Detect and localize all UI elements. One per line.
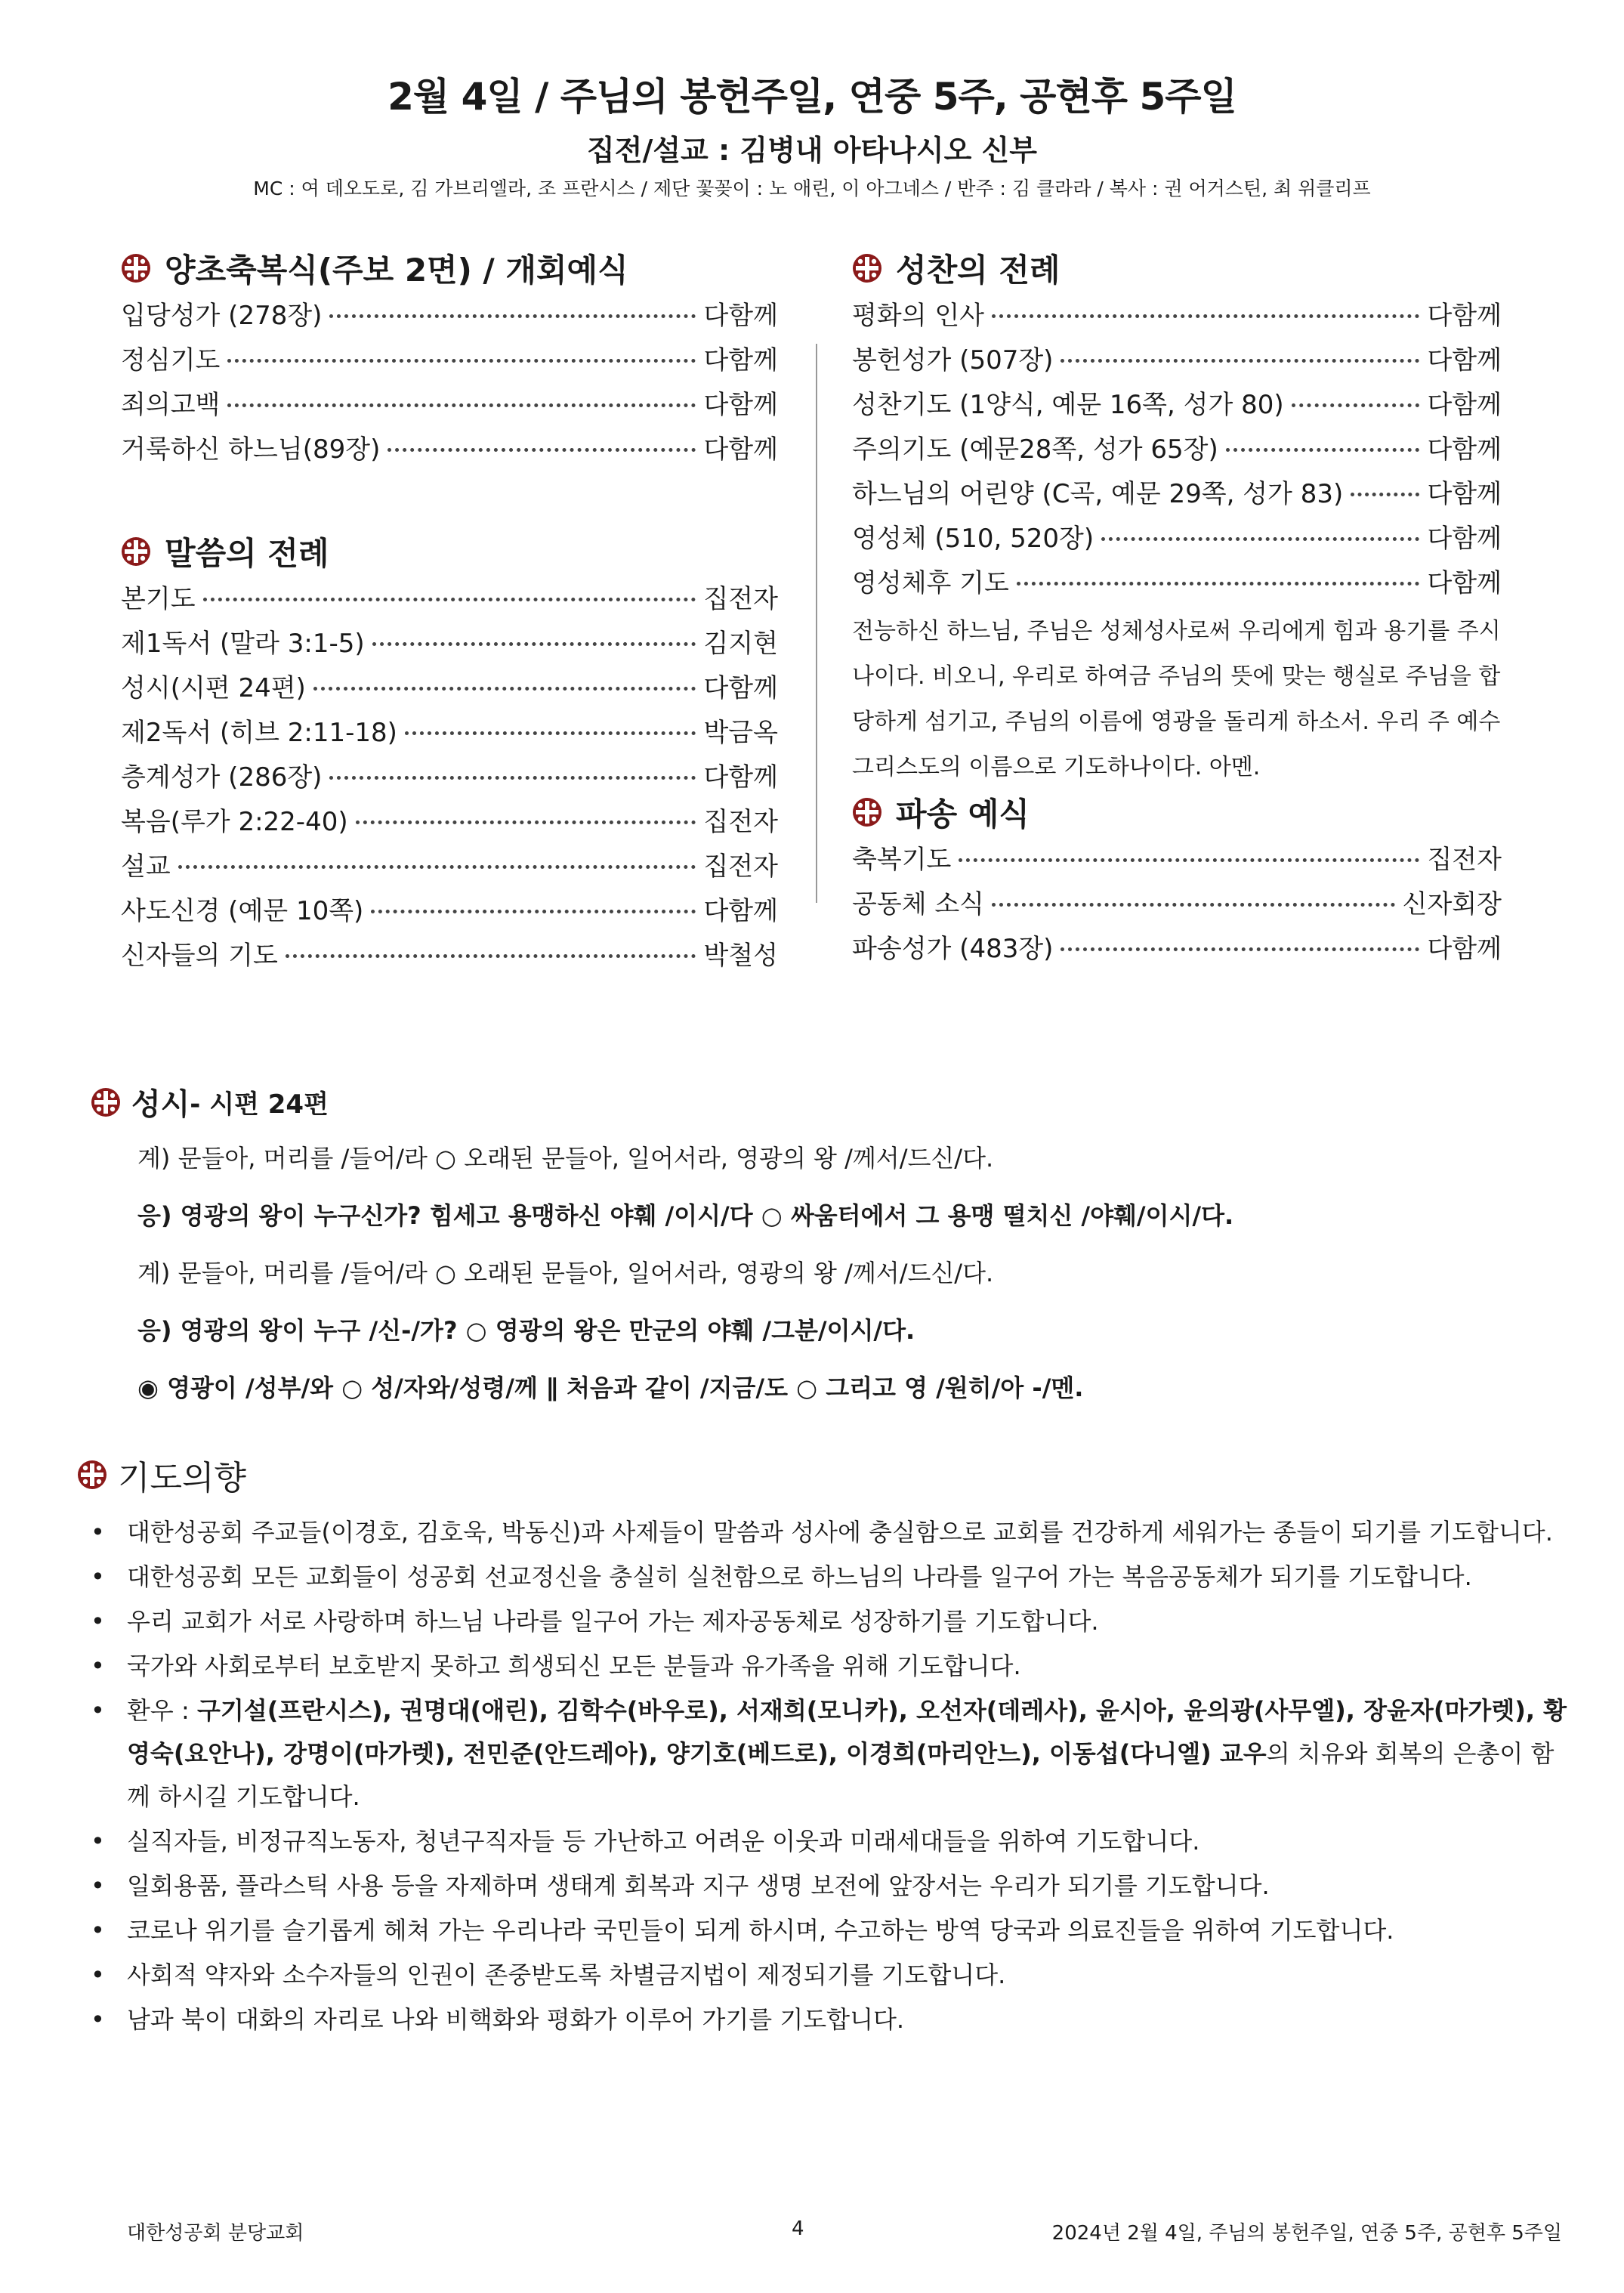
dot-leader [329,314,696,318]
eucharist-heading [852,246,1502,291]
anglican-cross-icon [852,797,882,827]
service-item-label: 공동체 소식 [852,889,985,919]
dot-leader [227,403,696,407]
service-item-label: 하느님의 어린양 (C곡, 예문 29쪽, 성가 83) [852,479,1344,509]
dot-leader [1351,493,1419,496]
dot-leader [203,598,696,601]
service-item-officiant: 다함께 [1427,345,1502,375]
intention-item: • 일회용품, 플라스틱 사용 등을 자제하며 생태계 회복과 지구 생명 보전에 앞장서는 우리가 되기를 기도합니다. [91,1865,1571,1908]
service-item-label: 영성체후 기도 [852,568,1009,598]
service-item [121,752,778,797]
intention-item: • 사회적 약자와 소수자들의 인권이 존중받도록 차별금지법이 제정되기를 기도합니다. [91,1954,1571,1997]
intention-item: • 우리 교회가 서로 사랑하며 하느님 나라를 일구어 가는 제자공동체로 성장하기를 기도합니다. [91,1600,1571,1643]
service-item-label: 설교 [121,851,171,882]
service-item-label: 거룩하신 하느님(89장) [121,434,381,465]
service-item-officiant: 다함께 [703,896,778,926]
intentions-heading [77,1451,246,1499]
intention-item: • 실직자들, 비정규직노동자, 청년구직자들 등 가난하고 어려운 이웃과 미래세대들을 위하여 기도합니다. [91,1820,1571,1863]
opening-title: 양초축복식(주보 2면) / 개회예식 [165,252,628,289]
intention-item-sick [91,1689,1571,1819]
service-item-label: 정심기도 [121,345,221,375]
service-item-officiant: 다함께 [1427,934,1502,964]
service-item-label: 복음(루가 2:22-40) [121,807,348,837]
preacher-line: 집전/설교 : 김병내 아타나시오 신부 [587,134,1037,167]
service-item [121,574,778,619]
prayer-line: 전능하신 하느님, 주님은 성체성사로써 우리에게 힘과 용기를 주시 [852,618,1501,644]
dot-leader [313,687,696,691]
dot-leader [1292,403,1420,407]
service-item-officiant: 다함께 [703,345,778,375]
service-item-officiant: 박철성 [703,941,778,971]
service-item-officiant: 다함께 [703,390,778,420]
page-number: 4 [792,2217,804,2240]
service-item-officiant: 다함께 [703,762,778,793]
intentions-list [91,1511,1571,2043]
intention-item: • 대한성공회 모든 교회들이 성공회 선교정신을 충실히 실천함으로 하느님의 나라를 일구어 가는 복음공동체가 되기를 기도합니다. [91,1556,1571,1599]
service-item [852,291,1502,335]
service-item [121,619,778,663]
service-item-officiant: 다함께 [1427,524,1502,554]
dot-leader [286,954,696,958]
sick-names: 구기설(프란시스), 권명대(애린), 김학수(바우로), 서재희(모니카), 오선자(데레사), 윤시아, 윤의광(사무엘), 장윤자(마가렛), 황영숙(요안나), 강명이(마가렛), 전민준(안드레아), 양기호(베드로), 이경희(마리안느), 이동섭(다니엘) 교우 [127,1696,1567,1768]
dot-leader [992,314,1419,318]
dot-leader [1061,359,1419,363]
service-item-officiant: 다함께 [1427,390,1502,420]
dot-leader [992,903,1395,907]
eucharist-list [852,291,1502,603]
intention-item: • 남과 북이 대화의 자리로 나와 비핵화와 평화가 이루어 가기를 기도합니다. [91,1998,1571,2041]
footer-date: 2024년 2월 4일, 주님의 봉헌주일, 연중 5주, 공현후 5주일 [1051,2222,1562,2245]
service-item-officiant: 집전자 [703,807,778,837]
psalm-verse-leader: 계) 문들아, 머리를 /들어/라 ○ 오래된 문들아, 일어서라, 영광의 왕 /께서/드신/다. [137,1259,994,1287]
dot-leader [959,858,1419,862]
service-item-officiant: 다함께 [1427,301,1502,331]
service-item [121,425,778,469]
service-item [852,879,1502,924]
service-item [121,842,778,886]
word-list [121,574,778,975]
service-item-label: 죄의고백 [121,390,221,420]
opening-section [121,246,778,469]
dot-leader [227,359,696,363]
anglican-cross-icon [121,253,151,283]
prayer-line: 당하게 섬기고, 주님의 이름에 영광을 돌리게 하소서. 우리 주 예수 [852,709,1501,735]
intention-item: • 국가와 사회로부터 보호받지 못하고 희생되신 모든 분들과 유가족을 위해 기도합니다. [91,1645,1571,1688]
dot-leader [178,865,696,869]
service-item-officiant: 김지현 [703,629,778,659]
service-item-label: 본기도 [121,584,196,614]
dot-leader [371,910,696,913]
service-item-officiant: 집전자 [703,584,778,614]
dot-leader [329,776,696,780]
dismissal-heading [852,790,1502,835]
service-item [121,663,778,708]
ministers-line: MC : 여 데오도로, 김 가브리엘라, 조 프란시스 / 제단 꽃꽂이 : 노 애린, 이 아그네스 / 반주 : 김 클라라 / 복사 : 권 어거스틴, 최 위클리프 [253,178,1371,199]
column-divider [816,344,817,903]
dismissal-list [852,835,1502,969]
dismissal-title: 파송 예식 [896,796,1030,833]
service-item [852,558,1502,603]
dot-leader [1061,947,1419,951]
psalm-gloria: ◉ 영광이 /성부/와 ○ 성/자와/성령/께 ∥ 처음과 같이 /지금/도 ○ 그리고 영 /원히/아 -/멘. [137,1374,1084,1402]
opening-heading [121,246,778,291]
service-item-label: 성시(시편 24편) [121,673,306,703]
psalm-title: 성시 [131,1087,190,1122]
dot-leader [356,820,696,824]
psalm-verse-response: 응) 영광의 왕이 누구신가? 힘세고 용맹하신 야훼 /이시/다 ○ 싸움터에서 그 용맹 떨치신 /야훼/이시/다. [137,1201,1234,1230]
service-item-label: 파송성가 (483장) [852,934,1054,964]
word-heading [121,529,778,574]
service-item-label: 신자들의 기도 [121,941,278,971]
dot-leader [405,731,696,735]
service-item-officiant: 다함께 [703,301,778,331]
service-item [852,835,1502,879]
service-item-officiant: 신자회장 [1402,889,1502,919]
service-item-label: 성찬기도 (1양식, 예문 16쪽, 성가 80) [852,390,1284,420]
opening-list [121,291,778,469]
service-item-label: 축복기도 [852,845,952,875]
page-title: 2월 4일 / 주님의 봉헌주일, 연중 5주, 공현후 5주일 [387,75,1237,119]
service-item-officiant: 집전자 [703,851,778,882]
prayer-line: 그리스도의 이름으로 기도하나이다. 아멘. [852,754,1261,780]
service-item-label: 사도신경 (예문 10쪽) [121,896,364,926]
intentions-title: 기도의향 [118,1459,247,1497]
service-item [121,291,778,335]
service-item-label: 층계성가 (286장) [121,762,323,793]
service-item [852,469,1502,514]
service-item [121,380,778,425]
service-item-officiant: 다함께 [1427,568,1502,598]
psalm-verse-leader: 계) 문들아, 머리를 /들어/라 ○ 오래된 문들아, 일어서라, 영광의 왕 /께서/드신/다. [137,1144,994,1173]
service-item-label: 평화의 인사 [852,301,985,331]
dismissal-section [852,790,1502,969]
dot-leader [372,642,696,646]
service-item-officiant: 다함께 [1427,479,1502,509]
psalm-heading [91,1080,329,1123]
service-item-label: 영성체 (510, 520장) [852,524,1095,554]
service-item [852,380,1502,425]
footer-church: 대한성공회 분당교회 [127,2222,304,2245]
anglican-cross-icon [77,1460,107,1490]
service-item [121,886,778,931]
service-item [121,708,778,752]
dot-leader [1226,448,1420,452]
service-item [852,514,1502,558]
word-title: 말씀의 전례 [165,535,329,572]
service-item [852,425,1502,469]
post-communion-prayer [852,609,1502,790]
dot-leader [1101,537,1419,541]
service-item [852,335,1502,380]
sick-suffix: 의 치유와 회복의 은총이 함께 하시길 기도합니다. [127,1739,1555,1811]
dot-leader [387,448,696,452]
service-item-label: 봉헌성가 (507장) [852,345,1054,375]
service-item [121,797,778,842]
eucharist-section [852,246,1502,790]
service-item-label: 제2독서 (히브 2:11-18) [121,718,397,748]
eucharist-title: 성찬의 전례 [896,252,1061,289]
dot-leader [1017,582,1420,586]
anglican-cross-icon [121,536,151,567]
intention-item: • 대한성공회 주교들(이경호, 김호욱, 박동신)과 사제들이 말씀과 성사에 충실함으로 교회를 건강하게 세워가는 종들이 되기를 기도합니다. [91,1511,1571,1554]
service-item [852,924,1502,969]
service-item-label: 제1독서 (말라 3:1-5) [121,629,365,659]
service-item-officiant: 다함께 [1427,434,1502,465]
service-item [121,335,778,380]
psalm-subtitle: - 시편 24편 [190,1089,329,1120]
service-item-officiant: 다함께 [703,434,778,465]
anglican-cross-icon [852,253,882,283]
psalm-verse-response: 응) 영광의 왕이 누구 /신-/가? ○ 영광의 왕은 만군의 야훼 /그분/이시/다. [137,1316,915,1345]
service-item [121,931,778,975]
service-item-officiant: 집전자 [1427,845,1502,875]
sick-prefix: 환우 : [127,1696,197,1725]
service-item-label: 주의기도 (예문28쪽, 성가 65장) [852,434,1218,465]
service-item-officiant: 다함께 [703,673,778,703]
intention-item: • 코로나 위기를 슬기롭게 헤쳐 가는 우리나라 국민들이 되게 하시며, 수고하는 방역 당국과 의료진들을 위하여 기도합니다. [91,1909,1571,1952]
service-item-label: 입당성가 (278장) [121,301,323,331]
prayer-line: 나이다. 비오니, 우리로 하여금 주님의 뜻에 맞는 행실로 주님을 합 [852,663,1501,690]
service-item-officiant: 박금옥 [703,718,778,748]
anglican-cross-icon [91,1087,121,1117]
word-section [121,529,778,975]
